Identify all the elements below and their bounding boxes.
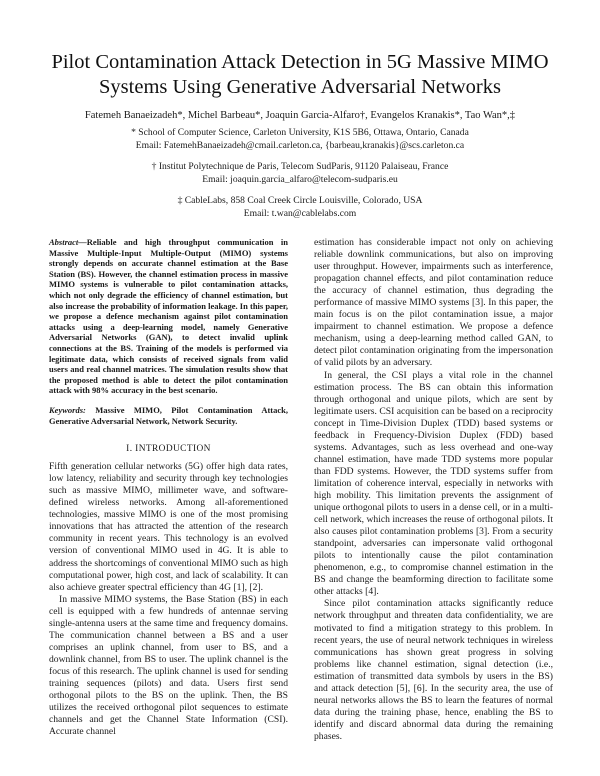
author-list: Fatemeh Banaeizadeh*, Michel Barbeau*, Joaquin Garcia-Alfaro†, Evangelos Kranakis*, Tao Wan*,‡: [84, 110, 516, 121]
left-column: [49, 237, 288, 738]
abstract: [49, 237, 288, 396]
keywords-label: Keywords:: [49, 404, 86, 415]
abstract-text: Reliable and high throughput communication in Massive Multiple-Input Multiple-Output (MIMO) systems strongly depends on accurate channel estimation at the Base Station (BS). However, the channel estimation process in massive MIMO systems is vulnerable to pilot contamination attacks, which not only degrade the efficiency of channel estimation, but also increase the probability of information leakage. In this paper, we propose a defence mechanism against pilot contamination attacks using a deep-learning model, namely Generative Adversarial Networks (GAN), to detect invalid uplink connections at the BS. Training of the models is performed via legitimate data, which consists of received signals from valid users and real channel matrices. The simulation results show that the proposed method is able to detect the pilot contamination attack with 98% accuracy in the best scenario.: [49, 237, 288, 396]
affiliation-telecom-sudparis: [40, 160, 560, 186]
abstract-label: Abstract—: [49, 237, 87, 247]
intro-paragraph: Since pilot contamination attacks significantly reduce network throughput and threaten data confidentiality, we are motivated to find a mitigation strategy to this problem. In recent years, the use of neural network techniques in wireless communications has shown great progress in solving problems like channel estimation, signal detection (i.e., estimation of transmitted data symbols by users in the BS) and attack detection [5], [6]. In the security area, the use of neural networks allows the BS to learn the features of normal data during the training phase, hence, enabling the BS to identify and discard abnormal data during the remaining phases.: [314, 598, 553, 742]
keywords-text: Massive MIMO, Pilot Contamination Attack, Generative Adversarial Network, Network Security.: [49, 404, 288, 426]
intro-paragraph: Fifth generation cellular networks (5G) offer high data rates, low latency, reliability and security through key technologies such as massive MIMO, millimeter wave, and software-defined wireless networks. Among all-aforementioned technologies, massive MIMO is one of the most promising innovations that has attracted the attention of the research community in recent years. This technology is an evolved version of conventional MIMO used in 4G. It is able to address the shortcomings of conventional MIMO such as high computational power, high cost, and lack of scalability. It can also achieve greater spectral efficiency than 4G [1], [2].: [49, 461, 288, 593]
affiliation-carleton: [40, 126, 560, 152]
keywords: [49, 405, 288, 426]
affiliation-cablelabs: [40, 194, 560, 220]
section-heading: I. INTRODUCTION: [126, 444, 211, 455]
affiliation-name: † Institut Polytechnique de Paris, Telecom SudParis, 91120 Palaiseau, France: [151, 161, 449, 172]
intro-paragraph: In general, the CSI plays a vital role in the channel estimation process. The BS can obtain this information through orthogonal and unique pilots, which are sent by legitimate users. CSI acquisition can be based on a reciprocity concept in Time-Division Duplex (TDD) based systems or feedback in Frequency-Division Duplex (FDD) based systems. Advantages, such as less overhead and one-way channel estimation, have made TDD systems more popular than FDD systems. However, the TDD systems suffer from limitation of coherence interval, especially in networks with high mobility. This limitation prevents the assignment of unique orthogonal pilots to users in a dense cell, or in a multi-cell network, which increases the reuse of orthogonal pilots. It also causes pilot contamination problems [3]. From a security standpoint, adversaries can impersonate valid orthogonal pilots to intentionally cause the pilot contamination phenomenon, e.g., to compromise channel estimation in the BS and change the beamforming direction to facilitate some other attacks [4].: [314, 369, 553, 598]
affiliation-email: Email: joaquin.garcia_alfaro@telecom-sudparis.eu: [202, 174, 398, 186]
intro-paragraph: estimation has considerable impact not only on achieving reliable downlink communications, but also on improving user throughput. However, impairments such as interference, propagation channel effects, and pilot contamination reduce the accuracy of channel estimation, thus degrading the performance of massive MIMO systems [3]. In this paper, the main focus is on the pilot contamination issue, a major impairment to channel estimation. We propose a defence mechanism, using a deep-learning method called GAN, to detect pilot contamination originating from the impersonation of valid pilots by an adversary.: [314, 237, 553, 369]
affiliation-email: Email: t.wan@cablelabs.com: [243, 208, 357, 220]
right-column: [314, 237, 553, 743]
intro-paragraph: In massive MIMO systems, the Base Station (BS) in each cell is equipped with a few hundreds of antennae serving single-antenna users at the same time and frequency domains. The communication channel between a BS and a user comprises an uplink channel, from user to BS, and a downlink channel, from BS to user. The uplink channel is the focus of this research. The uplink channel is used for sending training sequences (pilots) and data. Users first send orthogonal pilots to the BS on the uplink. Then, the BS utilizes the received orthogonal pilot sequences to estimate channels and get the Channel State Information (CSI). Accurate channel: [49, 593, 288, 738]
affiliation-email: Email: FatemehBanaeizadeh@cmail.carleton.ca, {barbeau,kranakis}@scs.carleton.ca: [135, 140, 465, 152]
affiliation-name: ‡ CableLabs, 858 Coal Creek Circle Louisville, Colorado, USA: [177, 195, 423, 206]
paper-title: Pilot Contamination Attack Detection in 5G Massive MIMO Systems Using Generative Adversarial Networks: [51, 51, 549, 98]
affiliation-name: * School of Computer Science, Carleton University, K1S 5B6, Ottawa, Ontario, Canada: [131, 127, 469, 138]
